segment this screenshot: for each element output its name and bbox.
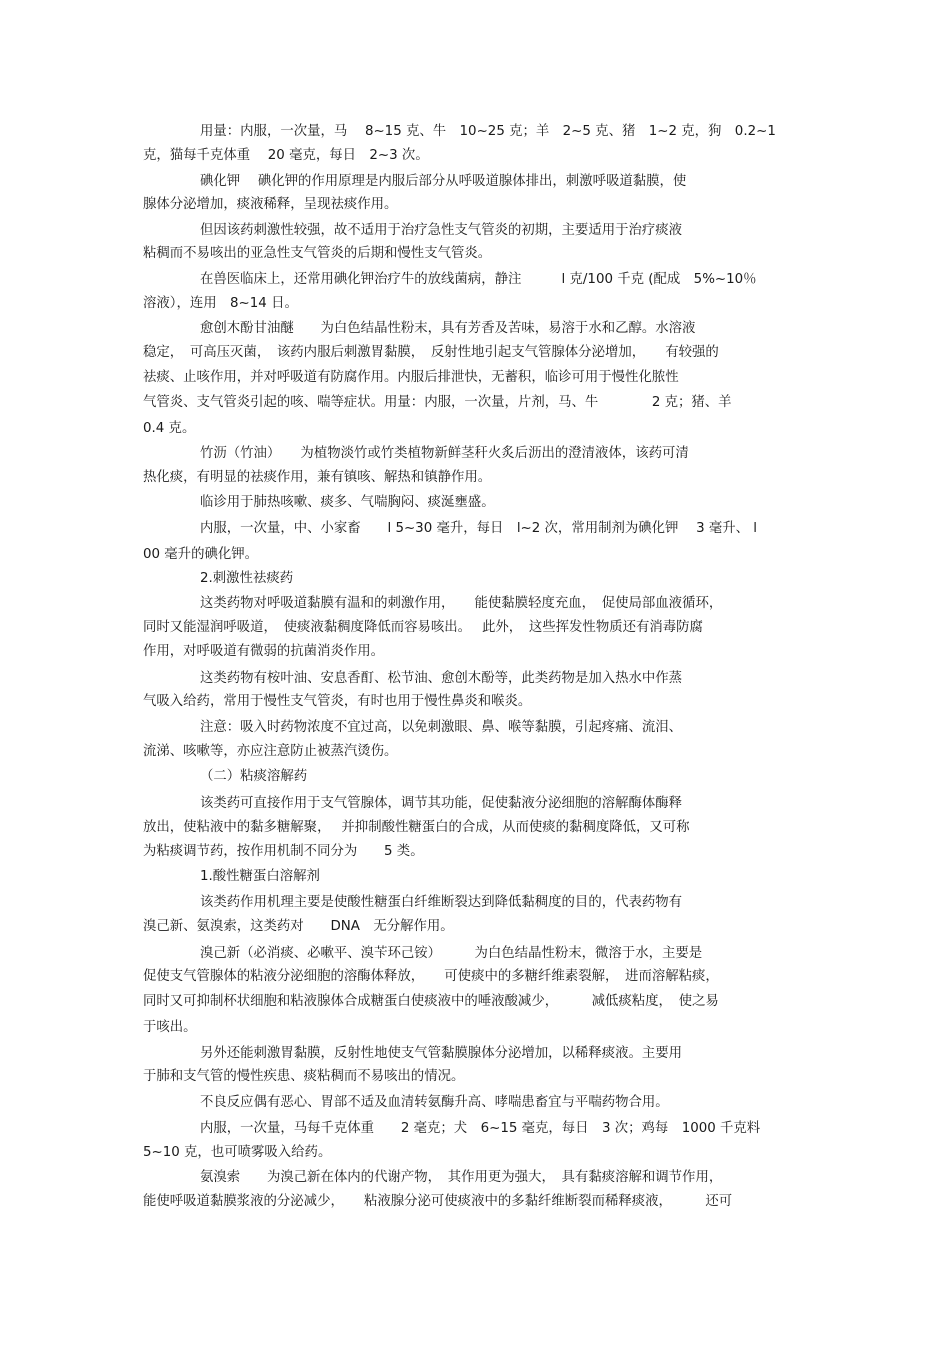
text-line: 这类药物对呼吸道黏膜有温和的刺激作用， 能使黏膜轻度充血， 促使局部血液循环， (200, 596, 723, 611)
text-line: 流涕、咳嗽等，亦应注意防止被蒸汽烫伤。 (143, 744, 398, 759)
text-line: 粘稠而不易咳出的亚急性支气管炎的后期和慢性支气管炎。 (143, 246, 492, 261)
text-line: 氨溴索 为溴己新在体内的代谢产物， 其作用更为强大， 具有黏痰溶解和调节作用， (200, 1170, 723, 1185)
text-line: 热化痰，有明显的祛痰作用，兼有镇咳、解热和镇静作用。 (143, 470, 492, 485)
text-line: 放出，使粘液中的黏多糖解聚， 并抑制酸性糖蛋白的合成，从而使痰的黏稠度降低，又可称 (143, 820, 690, 835)
text-line: 另外还能刺激胃黏膜，反射性地使支气管黏膜腺体分泌增加，以稀释痰液。主要用 (200, 1046, 683, 1061)
text-line: 稳定， 可高压灭菌， 该药内服后刺激胃黏膜， 反射性地引起支气管腺体分泌增加， 有较强的 (143, 345, 719, 360)
text-line: 5~10 克，也可喷雾吸入给药。 (143, 1145, 332, 1160)
text-line: 该类药可直接作用于支气管腺体，调节其功能，促使黏液分泌细胞的溶解酶体酶释 (200, 796, 683, 811)
section-heading: 1.酸性糖蛋白溶解剂 (200, 869, 320, 884)
text-line: 祛痰、止咳作用，并对呼吸道有防腐作用。内服后排泄快，无蓄积，临诊可用于慢性化脓性 (143, 370, 679, 385)
text-line: 气吸入给药，常用于慢性支气管炎，有时也用于慢性鼻炎和喉炎。 (143, 694, 532, 709)
text-line: 溴己新、氨溴索，这类药对 DNA 无分解作用。 (143, 919, 454, 934)
text-line: 内服，一次量，马每千克体重 2 毫克；犬 6~15 毫克，每日 3 次；鸡每 1000 千克料 (200, 1121, 761, 1136)
text-line: 不良反应偶有恶心、胃部不适及血清转氨酶升高、哮喘患畜宜与平喘药物合用。 (200, 1095, 669, 1110)
text-line: 临诊用于肺热咳嗽、痰多、气喘胸闷、痰涎壅盛。 (200, 495, 495, 510)
text-line: 00 毫升的碘化钾。 (143, 547, 259, 562)
text-line: 0.4 克。 (143, 421, 196, 436)
text-line: 内服，一次量，中、小家畜 l 5~30 毫升，每日 l~2 次，常用制剂为碘化钾 3 毫升、 l (200, 521, 758, 536)
text-line: 注意：吸入时药物浓度不宜过高，以免刺激眼、鼻、喉等黏膜，引起疼痛、流泪、 (200, 720, 683, 735)
text-line: 愈创木酚甘油醚 为白色结晶性粉末，具有芳香及苦味，易溶于水和乙醇。水溶液 (200, 321, 696, 336)
text-line: 作用，对呼吸道有微弱的抗菌消炎作用。 (143, 644, 385, 659)
section-heading: 2.刺激性祛痰药 (200, 571, 294, 586)
text-line: 溶液），连用 8~14 日。 (143, 296, 298, 311)
text-line: 能使呼吸道黏膜浆液的分泌减少， 粘液腺分泌可使痰液中的多黏纤维断裂而稀释痰液， 还可 (143, 1194, 733, 1209)
text-line: 这类药物有桉叶油、安息香酊、松节油、愈创木酚等，此类药物是加入热水中作蒸 (200, 671, 683, 686)
text-line: 同时又能湿润呼吸道， 使痰液黏稠度降低而容易咳出。 此外， 这些挥发性物质还有消毒防腐 (143, 620, 703, 635)
text-line: 腺体分泌增加，痰液稀释，呈现祛痰作用。 (143, 197, 398, 212)
text-line: 在兽医临床上，还常用碘化钾治疗牛的放线菌病，静注 l 克/100 千克 (配成 5%~10％ (200, 272, 757, 287)
text-line: 用量：内服，一次量，马 8~15 克、牛 10~25 克；羊 2~5 克、猪 1~2 克，狗 0.2~1 (200, 124, 776, 139)
text-line: 于咳出。 (143, 1020, 197, 1035)
section-heading: （二）粘痰溶解药 (200, 769, 308, 784)
text-line: 碘化钾 碘化钾的作用原理是内服后部分从呼吸道腺体排出，刺激呼吸道黏膜，使 (200, 174, 687, 189)
text-line: 该类药作用机理主要是使酸性糖蛋白纤维断裂达到降低黏稠度的目的，代表药物有 (200, 895, 683, 910)
text-line: 溴己新（必消痰、必嗽平、溴苄环己铵） 为白色结晶性粉末，微溶于水，主要是 (200, 946, 703, 961)
text-line: 同时又可抑制杯状细胞和粘液腺体合成糖蛋白使痰液中的唾液酸减少， 减低痰粘度， 使之易 (143, 994, 719, 1009)
text-line: 但因该药刺激性较强，故不适用于治疗急性支气管炎的初期，主要适用于治疗痰液 (200, 223, 683, 238)
text-line: 于肺和支气管的慢性疾患、痰粘稠而不易咳出的情况。 (143, 1069, 465, 1084)
text-line: 竹沥（竹油） 为植物淡竹或竹类植物新鲜茎秆火炙后沥出的澄清液体，该药可清 (200, 446, 689, 461)
text-line: 促使支气管腺体的粘液分泌细胞的溶酶体释放， 可使痰中的多糖纤维素裂解， 进而溶解粘痰， (143, 969, 719, 984)
text-line: 克，猫每千克体重 20 毫克，每日 2~3 次。 (143, 148, 429, 163)
text-line: 气管炎、支气管炎引起的咳、喘等症状。用量：内服，一次量，片剂，马、牛 2 克；猪、羊 (143, 395, 732, 410)
text-line: 为粘痰调节药，按作用机制不同分为 5 类。 (143, 844, 424, 859)
